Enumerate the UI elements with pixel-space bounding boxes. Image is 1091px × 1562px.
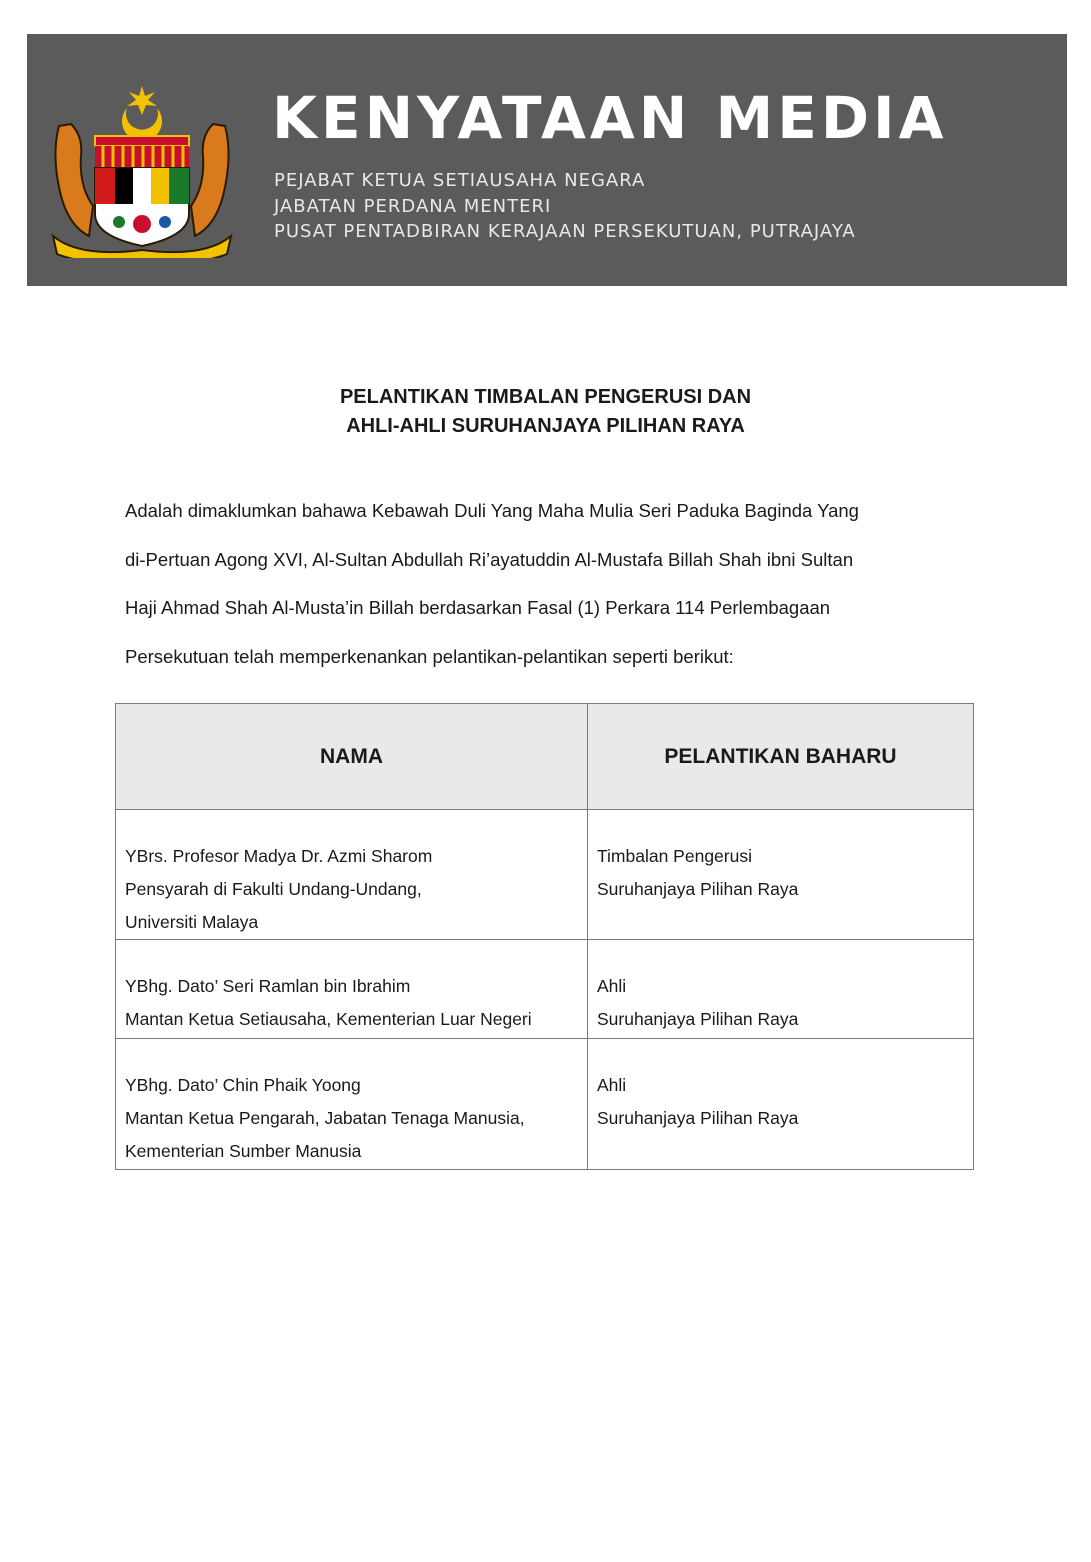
pelantikan-cell bbox=[588, 1039, 974, 1170]
paragraph-line: di-Pertuan Agong XVI, Al-Sultan Abdullah Ri’ayatuddin Al-Mustafa Billah Shah ibni Sultan bbox=[125, 549, 854, 570]
nama-cell bbox=[116, 1039, 588, 1170]
appointee-position: Universiti Malaya bbox=[125, 912, 259, 932]
table-header-row bbox=[116, 704, 974, 810]
office-address: PUSAT PENTADBIRAN KERAJAAN PERSEKUTUAN, PUTRAJAYA bbox=[274, 221, 856, 242]
appointee-position: Mantan Ketua Pengarah, Jabatan Tenaga Manusia, bbox=[125, 1108, 525, 1128]
malaysia-coat-of-arms-icon bbox=[49, 86, 235, 258]
table-row bbox=[116, 1039, 974, 1170]
pelantikan-cell bbox=[588, 940, 974, 1039]
media-statement-banner bbox=[27, 34, 1067, 286]
office-name: PEJABAT KETUA SETIAUSAHA NEGARA bbox=[274, 170, 646, 191]
table-row bbox=[116, 940, 974, 1039]
appointment-role: Timbalan Pengerusi bbox=[597, 846, 752, 866]
document-title-line-2: AHLI-AHLI SURUHANJAYA PILIHAN RAYA bbox=[346, 415, 745, 437]
appointee-position: Mantan Ketua Setiausaha, Kementerian Luar Negeri bbox=[125, 1009, 532, 1029]
banner-title: KENYATAAN MEDIA bbox=[272, 84, 948, 152]
appointment-body: Suruhanjaya Pilihan Raya bbox=[597, 1108, 799, 1128]
appointment-role: Ahli bbox=[597, 1075, 627, 1095]
appointee-position: Kementerian Sumber Manusia bbox=[125, 1141, 362, 1161]
appointee-name: YBhg. Dato’ Chin Phaik Yoong bbox=[125, 1075, 361, 1095]
document-title-line-1: PELANTIKAN TIMBALAN PENGERUSI DAN bbox=[339, 386, 752, 408]
appointee-name: YBhg. Dato’ Seri Ramlan bin Ibrahim bbox=[125, 976, 411, 996]
nama-cell bbox=[116, 810, 588, 940]
paragraph-line: Adalah dimaklumkan bahawa Kebawah Duli Yang Maha Mulia Seri Paduka Baginda Yang bbox=[125, 500, 859, 521]
pelantikan-cell bbox=[588, 810, 974, 940]
department-name: JABATAN PERDANA MENTERI bbox=[274, 196, 552, 217]
appointee-position: Pensyarah di Fakulti Undang-Undang, bbox=[125, 879, 422, 899]
column-header-nama: NAMA bbox=[116, 704, 588, 810]
appointment-body: Suruhanjaya Pilihan Raya bbox=[597, 1009, 799, 1029]
appointment-body: Suruhanjaya Pilihan Raya bbox=[597, 879, 799, 899]
paragraph-line: Persekutuan telah memperkenankan pelantikan-pelantikan seperti berikut: bbox=[125, 646, 734, 667]
column-header-pelantikan-baharu: PELANTIKAN BAHARU bbox=[588, 704, 974, 810]
appointee-name: YBrs. Profesor Madya Dr. Azmi Sharom bbox=[125, 846, 433, 866]
table-row bbox=[116, 810, 974, 940]
paragraph-line: Haji Ahmad Shah Al-Musta’in Billah berdasarkan Fasal (1) Perkara 114 Perlembagaan bbox=[125, 597, 831, 618]
nama-cell bbox=[116, 940, 588, 1039]
appointment-role: Ahli bbox=[597, 976, 627, 996]
appointments-table bbox=[115, 703, 974, 1170]
